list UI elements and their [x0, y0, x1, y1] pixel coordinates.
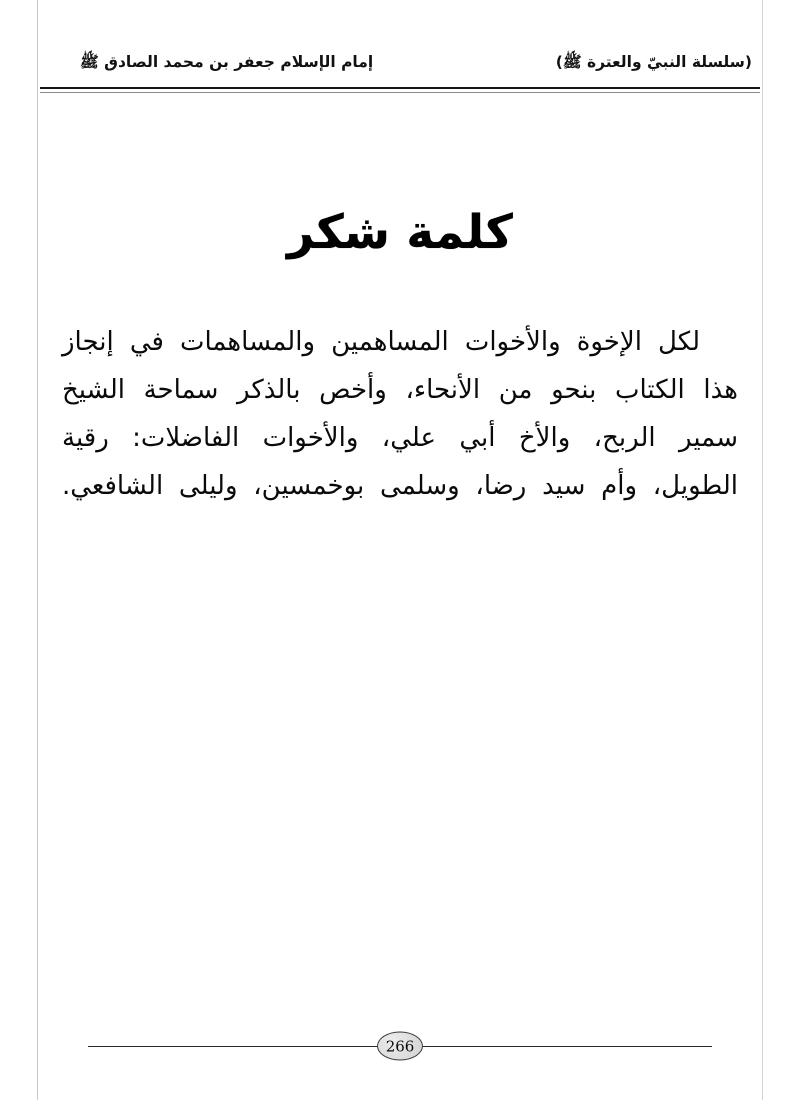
body-paragraph: لكل الإخوة والأخوات المساهمين والمساهمات في إنجاز هذا الكتاب بنحو من الأنحاء، وأخص بالذكر سماحة الشيخ سمير الربح، والأخ أبي علي، والأخوات الفاضلات: رقية الطويل، وأم سيد رضا، وسلمى بوخمسين، وليلى الشافعي. [62, 327, 738, 501]
running-head [80, 52, 752, 75]
page-number-badge [377, 1032, 423, 1061]
page-footer [88, 1030, 712, 1062]
chapter-title: كلمة شكر [287, 205, 513, 260]
header-rule [40, 87, 760, 93]
page-right-border [762, 0, 763, 1100]
header-series-title: (سلسلة النبيّ والعترة ﷺ) [555, 53, 752, 71]
page-left-border [37, 0, 38, 1100]
page-number: 266 [385, 1037, 415, 1055]
header-book-title: إمام الإسلام جعفر بن محمد الصادق ﷺ [80, 53, 374, 71]
